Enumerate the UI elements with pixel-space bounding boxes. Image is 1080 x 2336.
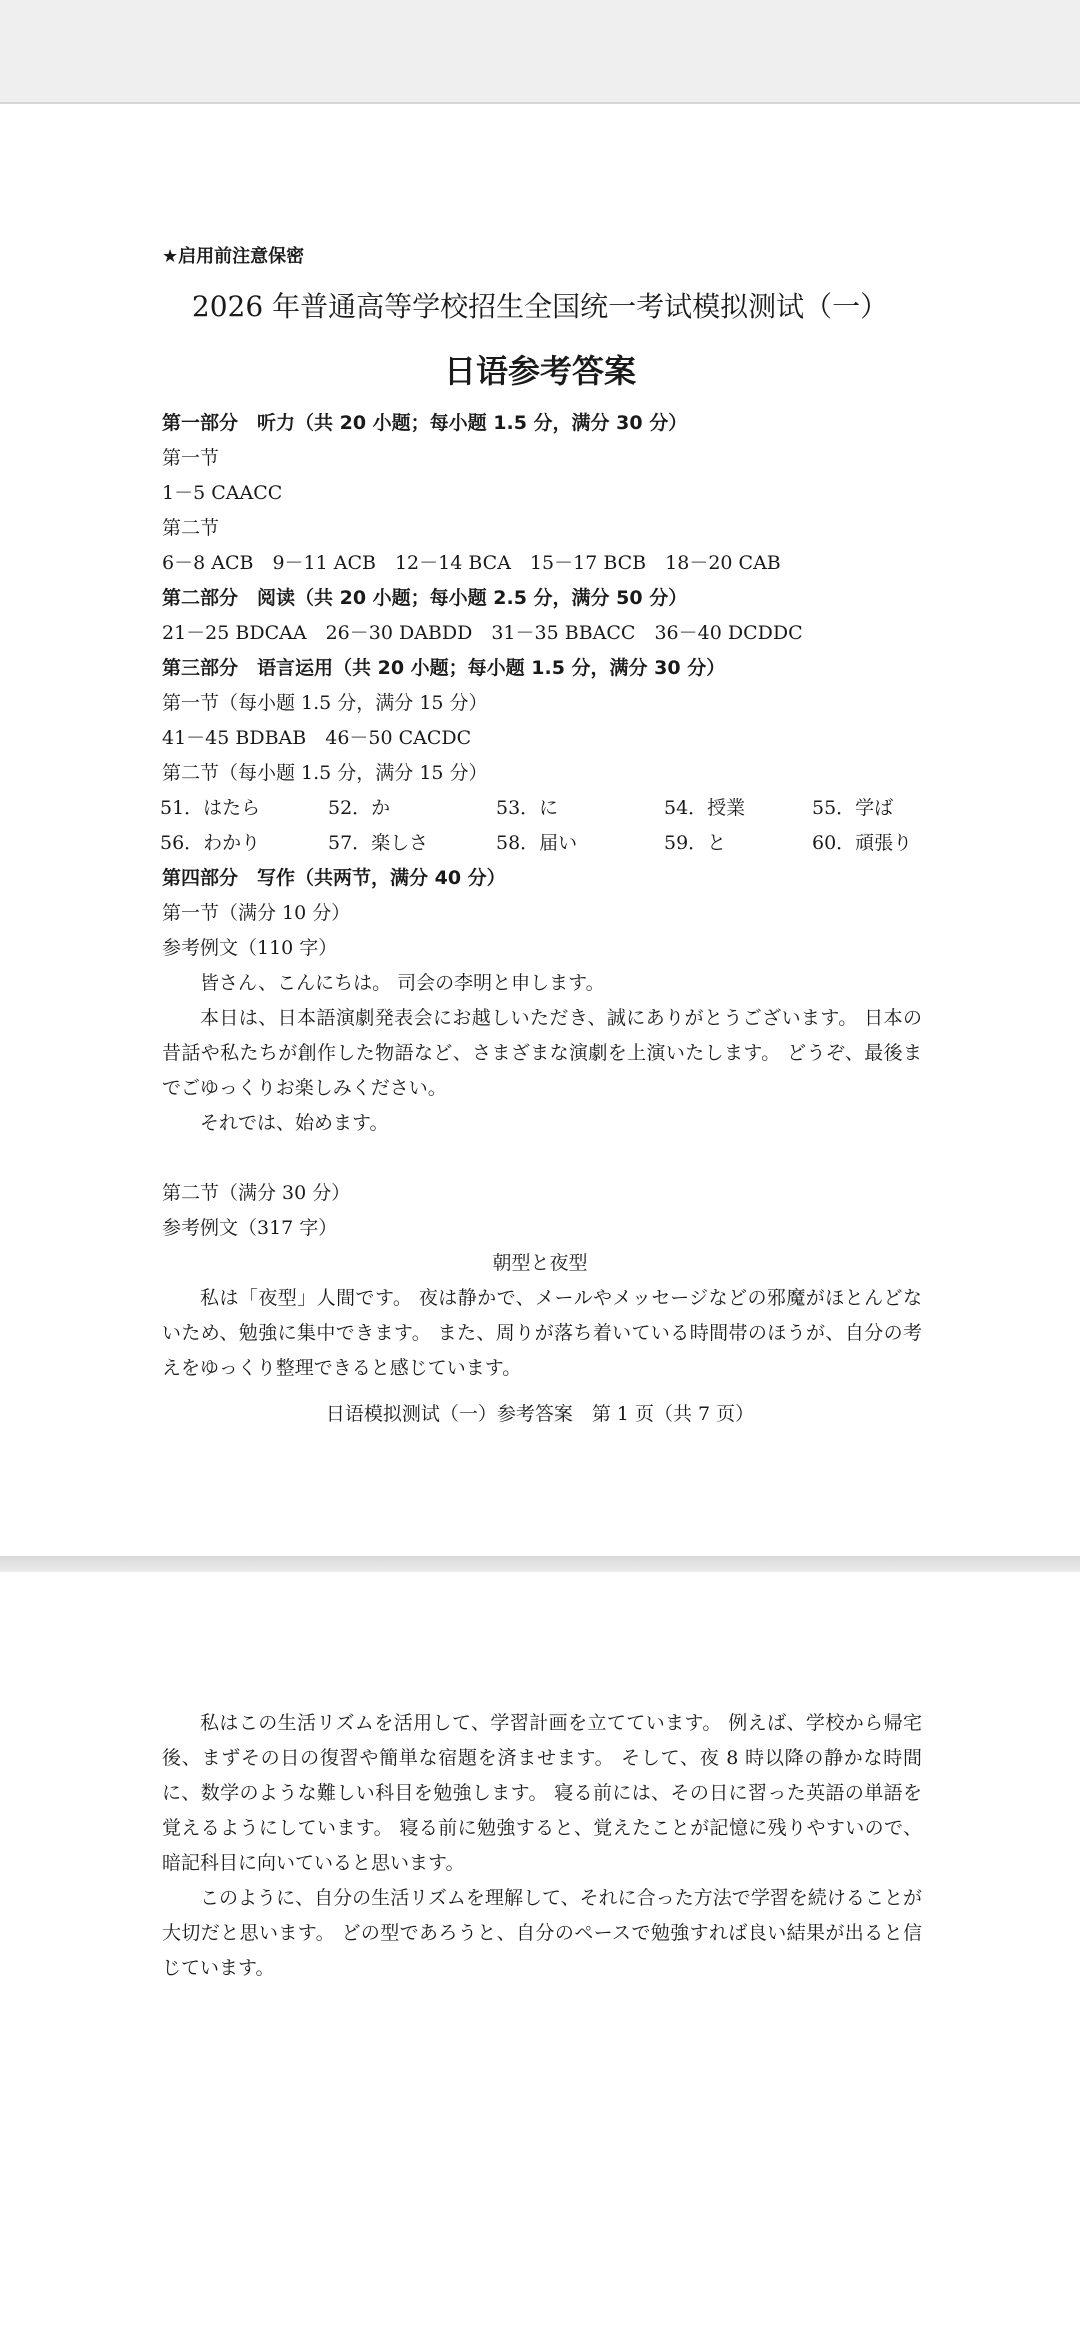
fill-answer: 60．頑張り — [812, 832, 913, 854]
part4-heading: 第四部分 写作（共两节，满分 40 分） — [162, 867, 506, 889]
fill-answer: 58．届い — [496, 832, 578, 854]
document-title: 日语参考答案 — [443, 352, 636, 390]
part1-section2-answers: 6－8 ACB 9－11 ACB 12－14 BCA 15－17 BCB 18－20 CAB — [162, 552, 781, 574]
sample1-paragraph: それでは、始めます。 — [200, 1112, 389, 1134]
document-page-1 — [0, 104, 1080, 1556]
part4-section2-label: 第二节（满分 30 分） — [162, 1182, 351, 1204]
part1-section2-label: 第二节 — [162, 517, 220, 539]
fill-answer: 53．に — [496, 797, 559, 819]
part3-section1-answers: 41－45 BDBAB 46－50 CACDC — [162, 727, 472, 749]
essay-paragraph: このように、自分の生活リズムを理解して、それに合った方法で学習を続けることが大切だと思います。 どの型であろうと、自分のペースで勉強すれば良い結果が出ると信じています。 — [162, 1887, 922, 1979]
part3-section1-label: 第一节（每小题 1.5 分，满分 15 分） — [162, 692, 488, 714]
fill-answer: 51．はたら — [160, 797, 261, 819]
fill-answer: 55．学ば — [812, 797, 894, 819]
sample2-label: 参考例文（317 字） — [162, 1217, 338, 1239]
page-divider — [0, 1556, 1080, 1572]
part1-section1-label: 第一节 — [162, 447, 220, 469]
essay-title: 朝型と夜型 — [492, 1252, 588, 1274]
sample1-paragraph: 本日は、日本語演劇発表会にお越しいただき、誠にありがとうございます。 日本の昔話や私たちが創作した物語など、さまざまな演劇を上演いたします。 どうぞ、最後までごゆっくりお楽しみください。 — [162, 1007, 922, 1099]
confidential-notice: ★启用前注意保密 — [162, 246, 305, 267]
viewer-top-bar — [0, 0, 1080, 104]
part2-heading: 第二部分 阅读（共 20 小题；每小题 2.5 分，满分 50 分） — [162, 587, 688, 609]
fill-answer: 59．と — [664, 832, 727, 854]
exam-title: 2026 年普通高等学校招生全国统一考试模拟测试（一） — [191, 290, 889, 323]
part2-answers: 21－25 BDCAA 26－30 DABDD 31－35 BBACC 36－40 DCDDC — [162, 622, 803, 644]
fill-answer: 54．授業 — [664, 797, 746, 819]
page-footer: 日语模拟测试（一）参考答案 第 1 页（共 7 页） — [325, 1403, 755, 1425]
essay-paragraph: 私は「夜型」人間です。 夜は静かで、メールやメッセージなどの邪魔がほとんどないため、勉強に集中できます。 また、周りが落ち着いている時間帯のほうが、自分の考えをゆっくり整理できると感じています。 — [162, 1287, 922, 1379]
essay-paragraph: 私はこの生活リズムを活用して、学習計画を立てています。 例えば、学校から帰宅後、まずその日の復習や簡単な宿題を済ませます。 そして、夜 8 時以降の静かな時間に、数学のような難しい科目を勉強します。 寝る前には、その日に習った英語の単語を覚えるようにしています。 寝る前に勉強すると、覚えたことが記憶に残りやすいので、暗記科目に向いていると思います。 — [162, 1712, 922, 1874]
fill-answer: 52．か — [328, 797, 391, 819]
part1-heading: 第一部分 听力（共 20 小题；每小题 1.5 分，满分 30 分） — [162, 412, 688, 434]
sample1-paragraph: 皆さん、こんにちは。 司会の李明と申します。 — [200, 972, 605, 994]
part3-heading: 第三部分 语言运用（共 20 小题；每小题 1.5 分，满分 30 分） — [162, 657, 726, 679]
part4-section1-label: 第一节（满分 10 分） — [162, 902, 351, 924]
fill-answer: 56．わかり — [160, 832, 261, 854]
sample1-label: 参考例文（110 字） — [162, 937, 338, 959]
fill-answer: 57．楽しさ — [328, 832, 429, 854]
part3-section2-label: 第二节（每小题 1.5 分，满分 15 分） — [162, 762, 488, 784]
part1-section1-answers: 1－5 CAACC — [162, 482, 283, 504]
document-page-2 — [0, 1572, 1080, 2336]
